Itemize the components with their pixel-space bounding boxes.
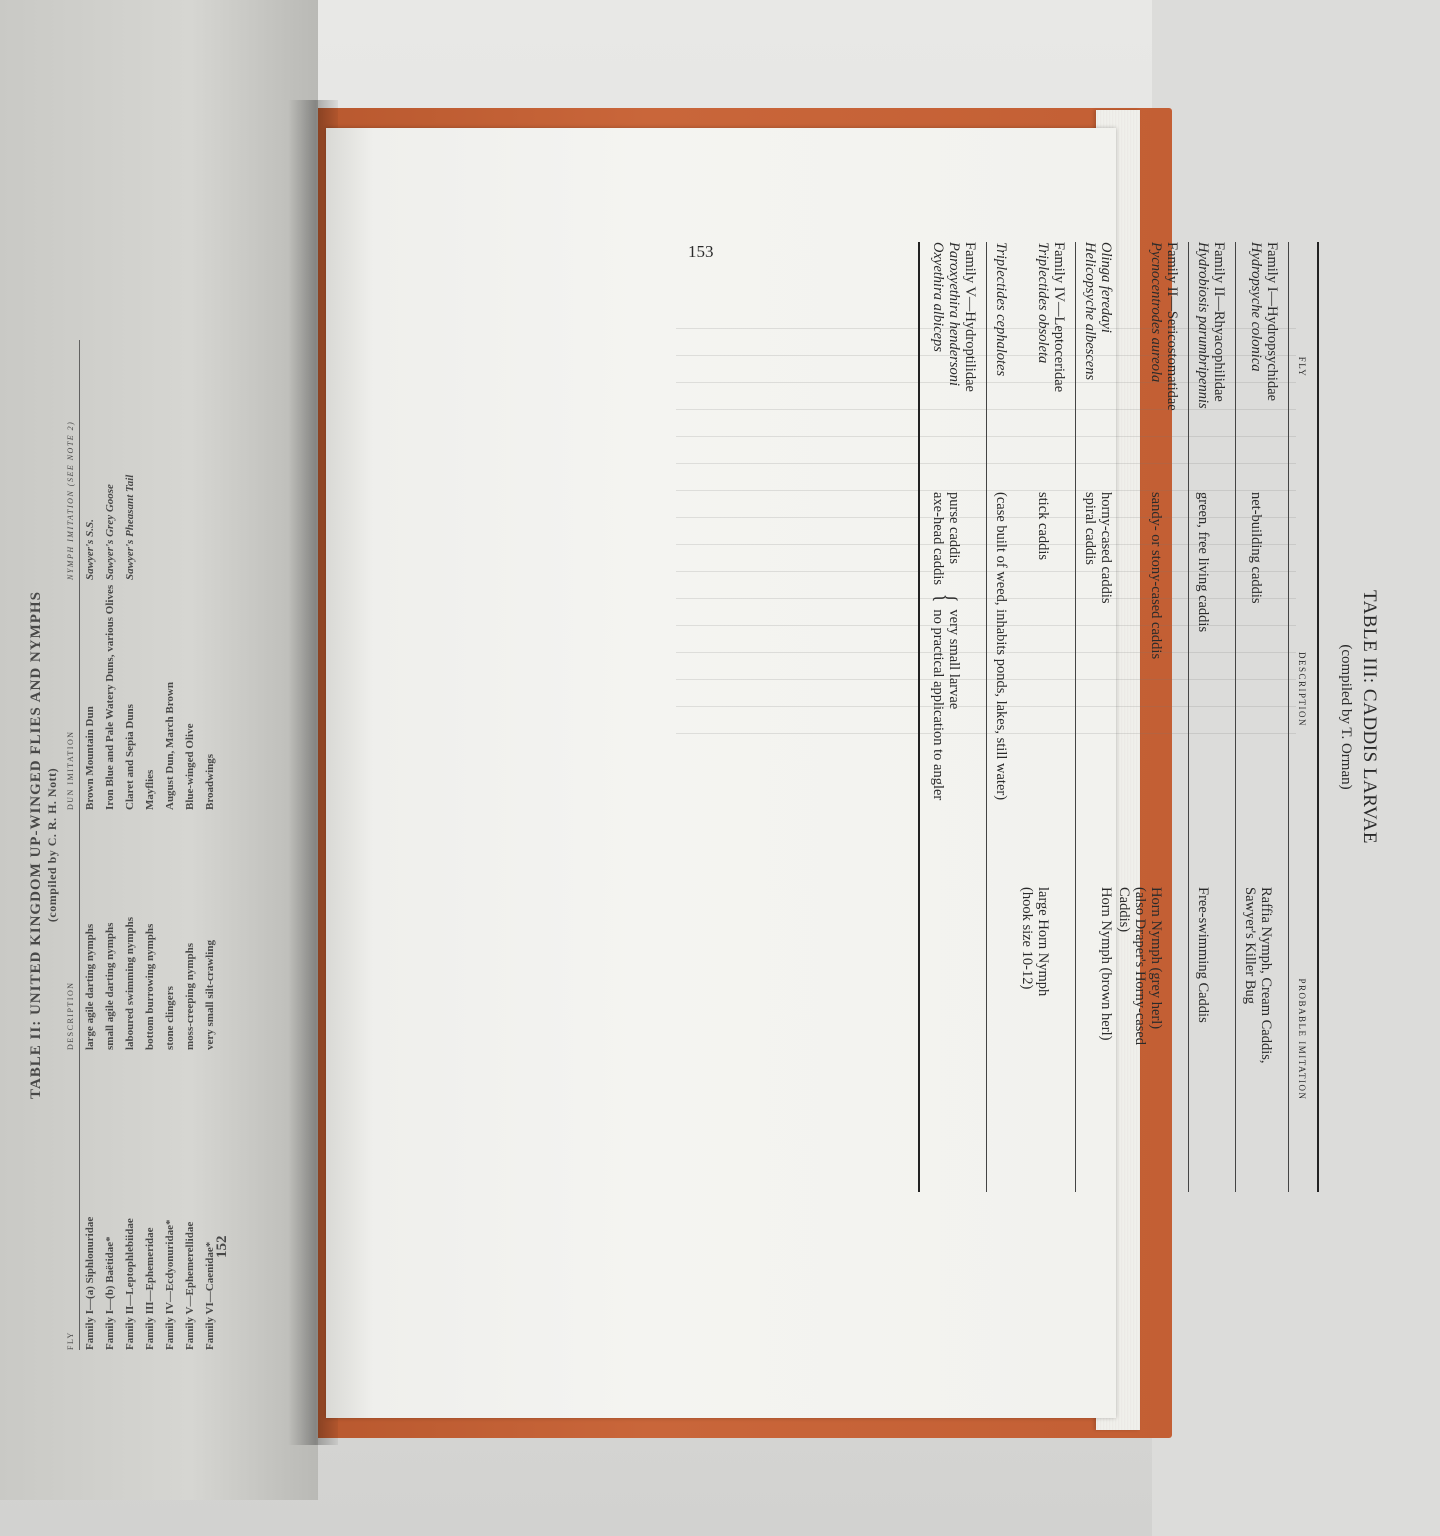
fly-cell: Family IV—Leptoceridae Triplectides obsoleta	[1035, 242, 1067, 393]
table-title: TABLE III: CADDIS LARVAE	[1359, 589, 1380, 844]
table-row: Family V—Ephemerellidae moss-creeping nymphs Blue-winged Olive	[184, 723, 196, 1350]
row-rule	[1188, 242, 1189, 1192]
description-cell: net-building caddis	[1248, 492, 1264, 604]
header-fly: FLY	[1297, 356, 1307, 378]
table-row: Family VI—Caenidae* very small silt-crawling Broadwings	[204, 753, 216, 1350]
table-row	[1076, 242, 1114, 1192]
table-row	[1013, 242, 1075, 1192]
row-rule	[1075, 242, 1076, 1192]
table-row: Family II—Leptophlebiidae laboured swimming nymphs Claret and Sepia Duns Sawyer's Pheasant Tail	[124, 474, 136, 1350]
description-cell: horny-cased caddis spiral caddis	[1082, 492, 1114, 604]
fly-cell: Family V—Hydroptilidae Paroxyethira hendersoni Oxyethira albiceps	[930, 242, 978, 392]
description-cell: (case built of weed, inhabits ponds, lakes, still water)	[993, 492, 1009, 801]
description-cell: green, free living caddis	[1195, 492, 1211, 633]
description-cell: stick caddis	[1035, 492, 1051, 561]
left-brace-icon: {	[930, 593, 963, 603]
brace-group: purse caddis axe-head caddis { very small larvae no practical application to angler	[930, 492, 963, 801]
right-page-content	[688, 242, 1440, 1192]
left-table-header	[60, 340, 80, 1350]
imitation-cell: large Horn Nymph (hook size 10-12)	[1019, 887, 1051, 997]
table-row	[1236, 242, 1288, 1192]
table-row: Family I—(a) Siphlonuridae large agile darting nymphs Brown Mountain Dun Sawyer's S.S.	[84, 519, 96, 1350]
left-header-dun: DUN IMITATION	[66, 730, 75, 810]
table-row	[1189, 242, 1235, 1192]
header-description: DESCRIPTION	[1297, 651, 1307, 727]
fly-cell: Family II—Sericostomatidae Pycnocentrodes aureola	[1148, 242, 1180, 411]
imitation-cell: Free-swimming Caddis	[1195, 887, 1211, 1023]
table-row: Family IV—Ecdyonuridae* stone clingers August Dun, March Brown	[164, 682, 176, 1350]
table-row	[987, 242, 1013, 1192]
table-row	[924, 242, 986, 1192]
left-header-nymph: NYMPH IMITATION (SEE NOTE 2)	[66, 420, 75, 580]
fly-cell: Family I—Hydropsychidae Hydropsyche colonica	[1248, 242, 1280, 402]
table-row	[1114, 242, 1188, 1192]
table-subtitle: (compiled by T. Orman)	[1338, 644, 1354, 790]
row-rule	[986, 242, 987, 1192]
imitation-cell	[993, 887, 1009, 1192]
header-rule	[1288, 242, 1289, 1192]
left-table-title: TABLE II: UNITED KINGDOM UP-WINGED FLIES AND NYMPHS	[28, 591, 44, 1099]
description-cell: sandy- or stony-cased caddis	[1148, 492, 1164, 660]
right-page-number: 153	[688, 242, 714, 261]
left-header-description: DESCRIPTION	[66, 981, 75, 1050]
imitation-cell: Horn Nymph (grey herl) (also Draper's Horny-cased Caddis)	[1116, 887, 1164, 1046]
row-rule	[1235, 242, 1236, 1192]
imitation-cell	[930, 887, 978, 1192]
imitation-cell: Raffia Nymph, Cream Caddis, Sawyer's Killer Bug	[1242, 887, 1274, 1064]
fly-cell: Triplectides cephalotes	[993, 242, 1009, 377]
left-header-fly: FLY	[66, 1331, 75, 1350]
table-header	[1289, 242, 1317, 1192]
left-table-subtitle: (compiled by C. R. H. Nott)	[45, 767, 59, 923]
table-bottom-rule	[918, 242, 920, 1192]
left-page	[0, 0, 318, 1500]
fly-cell: Family II—Rhyacophilidae Hydrobiosis parumbripennis	[1195, 242, 1227, 409]
imitation-cell: Horn Nymph (brown herl)	[1098, 887, 1114, 1041]
left-table-body	[80, 340, 220, 1350]
fly-cell: Olinga feredayi Helicopsyche albescens	[1082, 242, 1114, 381]
table-top-rule	[1317, 242, 1319, 1192]
table-row: Family III—Ephemeridae bottom burrowing nymphs Mayflies	[144, 769, 156, 1350]
header-probable-imitation: PROBABLE IMITATION	[1297, 978, 1307, 1101]
left-page-number: 152	[214, 1235, 230, 1258]
description-cell	[930, 492, 978, 887]
table-row: Family I—(b) Baëtidae* small agile darting nymphs Iron Blue and Pale Watery Duns, various Olives Sawyer's Grey Goose	[104, 484, 116, 1350]
